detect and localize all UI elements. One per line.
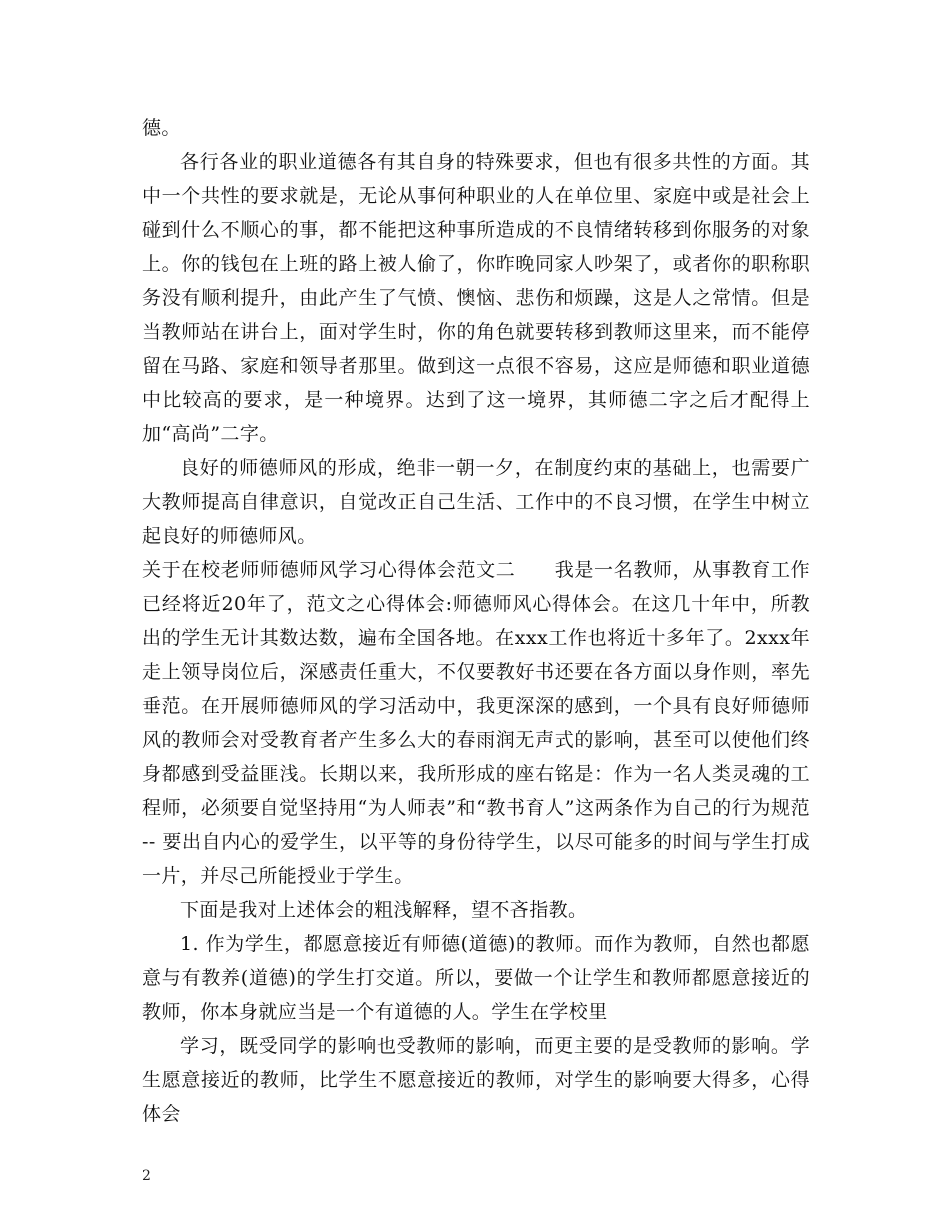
paragraph-6: 1. 作为学生，都愿意接近有师德(道德)的教师。而作为教师，自然也都愿意与有教养(道德)的学生打交道。所以，要做一个让学生和教师都愿意接近的教师，你本身就应当是一个有道德的人。学生在学校里 bbox=[142, 933, 810, 1023]
paragraph-2: 各行各业的职业道德各有其自身的特殊要求，但也有很多共性的方面。其中一个共性的要求就是，无论从事何种职业的人在单位里、家庭中或是社会上碰到什么不顺心的事，都不能把这种事所造成的不良情绪转移到你服务的对象上。你的钱包在上班的路上被人偷了，你昨晚同家人吵架了，或者你的职称职务没有顺利提升，由此产生了气愤、懊恼、悲伤和烦躁，这是人之常情。但是当教师站在讲台上，面对学生时，你的角色就要转移到教师这里来，而不能停留在马路、家庭和领导者那里。做到这一点很不容易，这应是师德和职业道德中比较高的要求，是一种境界。达到了这一境界，其师德二字之后才配得上加“高尚”二字。 bbox=[142, 151, 810, 445]
paragraph-4: 关于在校老师师德师风学习心得体会范文二 我是一名教师，从事教育工作已经将近20年了，范文之心得体会:师德师风心得体会。在这几十年中，所教出的学生无计其数达数，遍布全国各地。在xxx工作也将近十多年了。2xxx年走上领导岗位后，深感责任重大，不仅要教好书还要在各方面以身作则，率先垂范。在开展师德师风的学习活动中，我更深深的感到，一个具有良好师德师风的教师会对受教育者产生多么大的春雨润无声式的影响，甚至可以使他们终身都感到受益匪浅。长期以来，我所形成的座右铭是：作为一名人类灵魂的工程师，必须要自觉坚持用“为人师表”和“教书育人”这两条作为自己的行为规范 -- 要出自内心的爱学生，以平等的身份待学生，以尽可能多的时间与学生打成一片，并尽己所能授业于学生。 bbox=[142, 559, 810, 887]
page-number: 2 bbox=[142, 1168, 151, 1184]
paragraph-7: 学习，既受同学的影响也受教师的影响，而更主要的是受教师的影响。学生愿意接近的教师，比学生不愿意接近的教师，对学生的影响要大得多，心得体会 bbox=[142, 1035, 810, 1125]
paragraph-3: 良好的师德师风的形成，绝非一朝一夕，在制度约束的基础上，也需要广大教师提高自律意识，自觉改正自己生活、工作中的不良习惯，在学生中树立起良好的师德师风。 bbox=[142, 457, 810, 547]
paragraph-5: 下面是我对上述体会的粗浅解释，望不吝指教。 bbox=[180, 899, 588, 921]
document-body bbox=[142, 111, 810, 1131]
paragraph-1: 德。 bbox=[142, 117, 181, 139]
